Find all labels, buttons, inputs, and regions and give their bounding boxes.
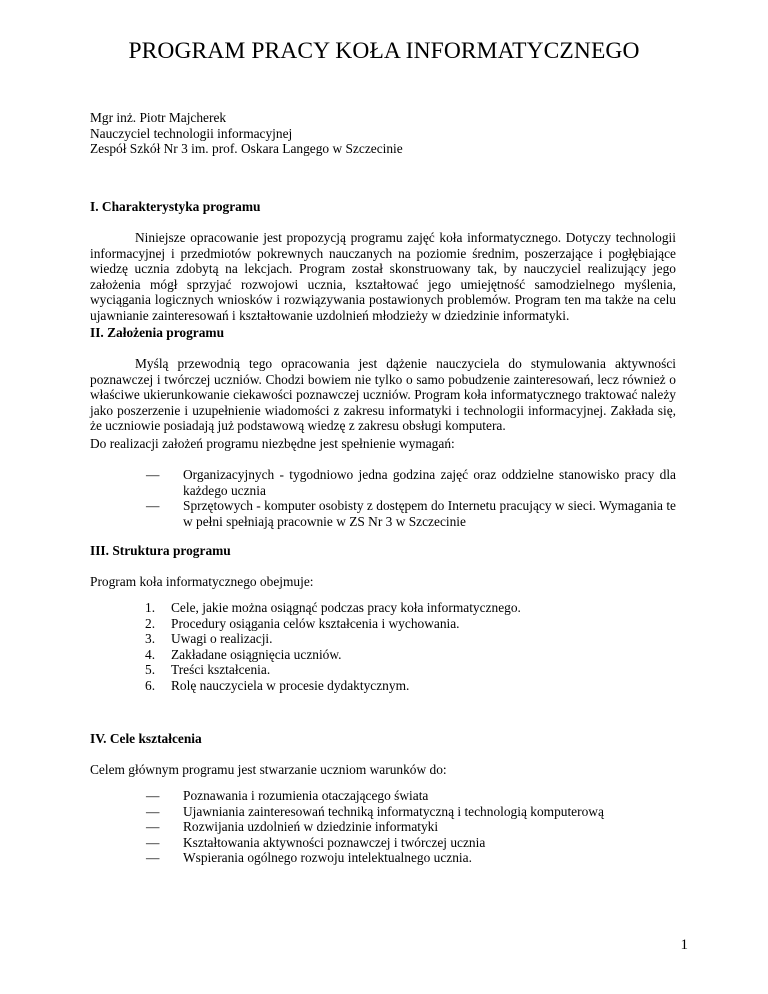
list-item (146, 498, 676, 529)
section-heading-characteristics: I. Charakterystyka programu (90, 199, 261, 214)
goals-list (146, 788, 676, 866)
dash-bullet-icon: — (146, 498, 160, 514)
list-item: — Wspierania ogólnego rozwoju intelektualnego ucznia. (146, 850, 472, 866)
document-title: PROGRAM PRACY KOŁA INFORMATYCZNEGO (128, 38, 640, 64)
list-item: 5. Treści kształcenia. (145, 662, 271, 678)
structure-list (145, 600, 675, 694)
page-number: 1 (680, 937, 688, 953)
structure-intro: Program koła informatycznego obejmuje: (90, 574, 314, 589)
requirements-list (146, 467, 676, 529)
list-item-text: Sprzętowych - komputer osobisty z dostępem do Internetu pracujący w sieci. Wymagania te w pełni spełniają pracownie w ZS Nr 3 w Szczecinie (183, 498, 676, 529)
dash-bullet-icon: — (146, 819, 160, 835)
list-item: 6. Rolę nauczyciela w procesie dydaktycznym. (145, 677, 410, 693)
section-paragraph-characteristics: Niniejsze opracowanie jest propozycją programu zajęć koła informatycznego. Dotyczy technologii informacyjnej i przedmiotów pokrewnych nauczanych na poziomie średnim, poszerzające i pogłębiające wiedzę ucznia zdobytą na lekcjach. Program został skonstruowany tak, by nauczyciel realizujący jego założenia mógł sprzyjać rozwojowi ucznia, kształtować jego umiejętność samodzielnego myślenia, wyciągania logicznych wniosków i rozwiązywania postawionych problemów. Program ten ma także na celu ujawnianie zainteresowań i kształtowanie uzdolnień młodzieży w dziedzinie informatyki. (90, 230, 676, 323)
list-item: 4. Zakładane osiągnięcia uczniów. (145, 646, 342, 662)
list-item: 3. Uwagi o realizacji. (145, 631, 273, 647)
section-heading-structure: III. Struktura programu (90, 543, 231, 558)
list-item: 2. Procedury osiągania celów kształcenia i wychowania. (145, 615, 460, 631)
author-name: Mgr inż. Piotr Majcherek (90, 110, 227, 125)
section-heading-assumptions: II. Założenia programu (90, 325, 225, 340)
goals-intro: Celem głównym programu jest stwarzanie uczniom warunków do: (90, 762, 447, 777)
dash-bullet-icon: — (146, 850, 160, 866)
list-item: 1. Cele, jakie można osiągnąć podczas pracy koła informatycznego. (145, 600, 521, 615)
dash-bullet-icon: — (146, 803, 160, 819)
list-item: — Poznawania i rozumienia otaczającego świata (146, 788, 429, 803)
list-item: — Rozwijania uzdolnień w dziedzinie informatyki (146, 819, 439, 835)
requirements-intro: Do realizacji założeń programu niezbędne jest spełnienie wymagań: (90, 436, 455, 451)
dash-bullet-icon: — (146, 834, 160, 850)
author-school: Zespół Szkół Nr 3 im. prof. Oskara Langego w Szczecinie (90, 141, 403, 156)
list-item: — Ujawniania zainteresowań techniką informatyczną i technologią komputerową (146, 803, 604, 819)
list-item (146, 467, 676, 498)
section-paragraph-assumptions: Myślą przewodnią tego opracowania jest dążenie nauczyciela do stymulowania aktywności poznawczej i twórczej uczniów. Chodzi bowiem nie tylko o samo pobudzenie zainteresowań, lecz również o właściwe ukierunkowanie ciekawości poznawczej uczniów. Program koła informatycznego traktować należy jako poszerzenie i uzupełnienie wiadomości z zakresu informatyki i technologii informacyjnej. Zakłada się, że uczniowie posiadają już podstawową wiedzę z zakresu obsługi komputera. (90, 356, 676, 434)
list-item-text: Organizacyjnych - tygodniowo jedna godzina zajęć oraz oddzielne stanowisko pracy dla każdego ucznia (183, 467, 676, 498)
dash-bullet-icon: — (146, 467, 160, 482)
list-item: — Kształtowania aktywności poznawczej i twórczej ucznia (146, 834, 486, 850)
section-heading-goals: IV. Cele kształcenia (90, 731, 202, 746)
dash-bullet-icon: — (146, 788, 160, 803)
author-position: Nauczyciel technologii informacyjnej (90, 126, 293, 141)
